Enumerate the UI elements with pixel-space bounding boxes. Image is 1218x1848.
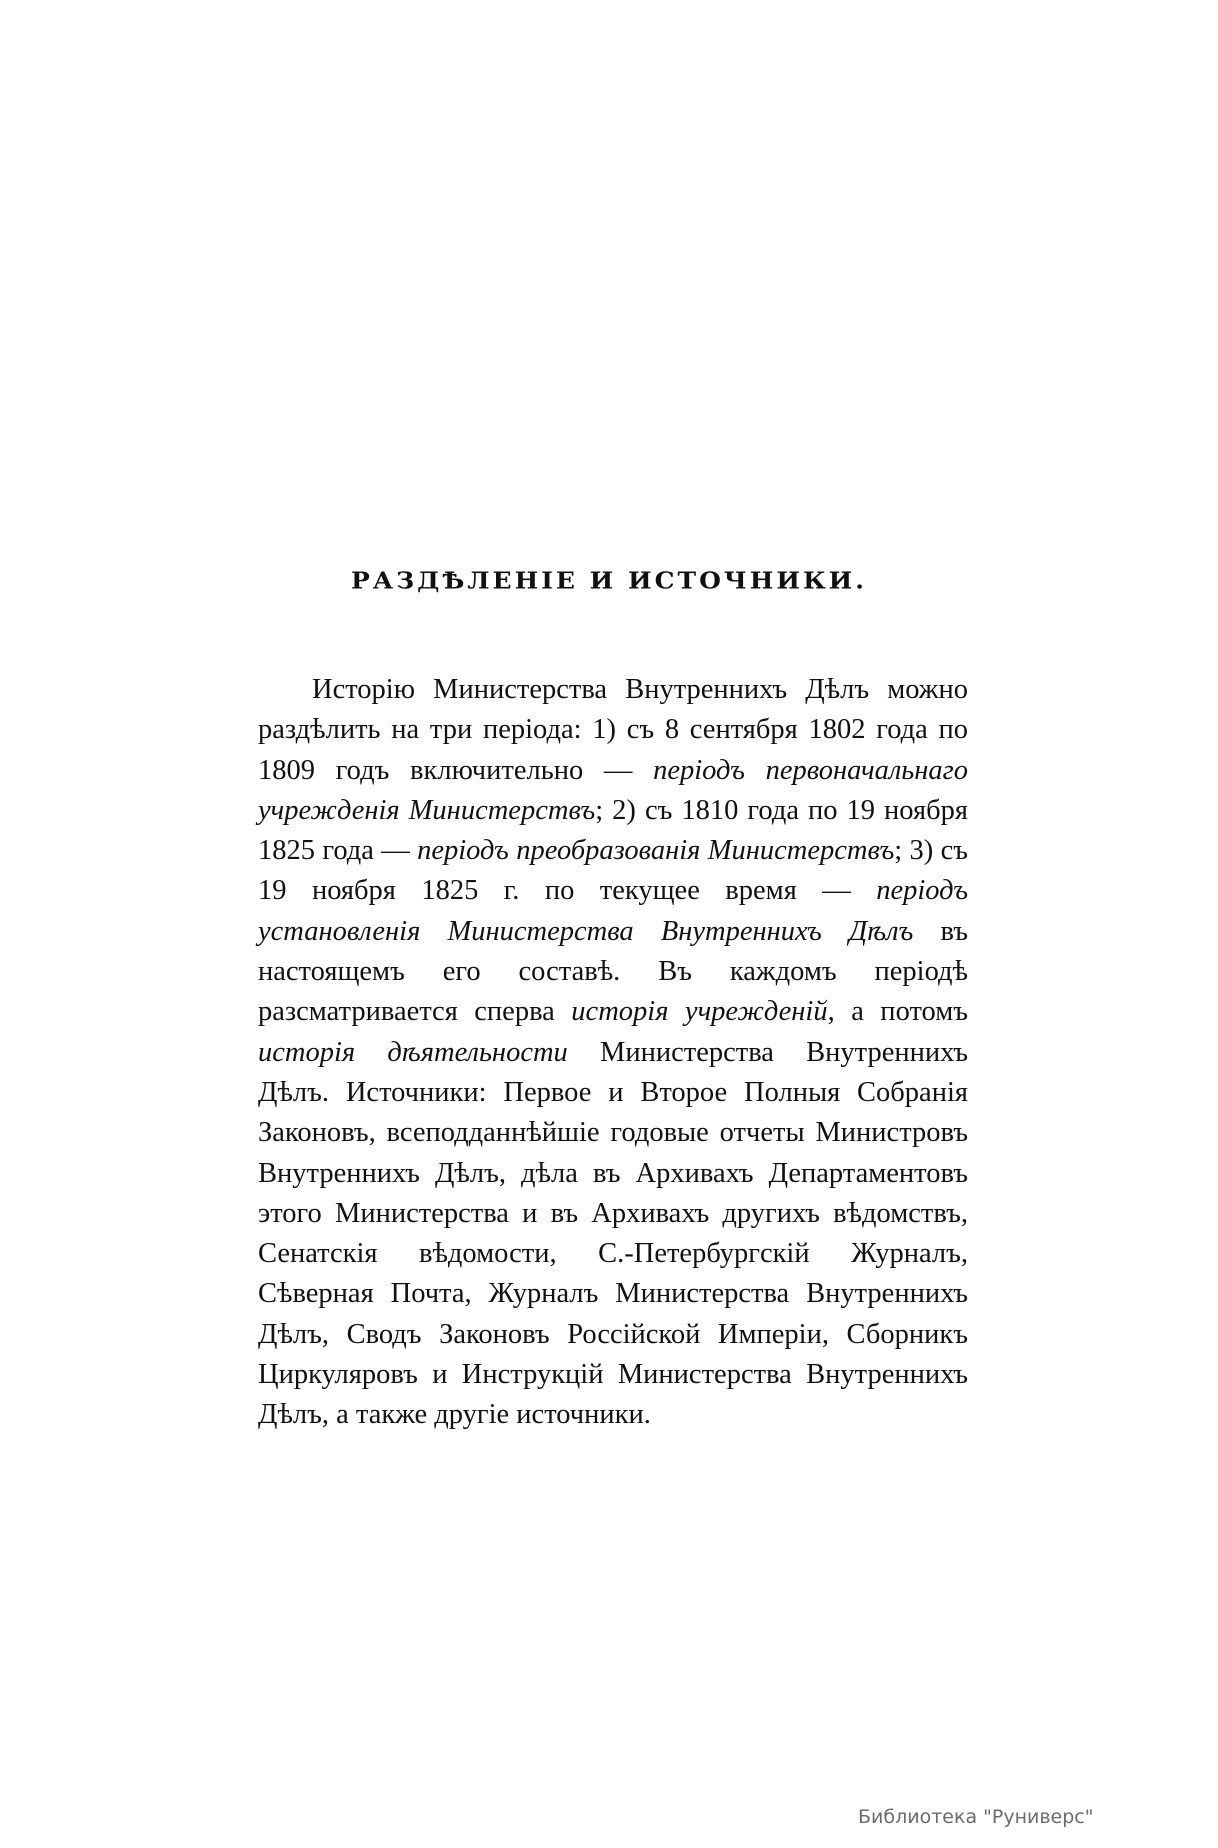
- text-run: Исторію Министерства Внутреннихъ Дѣлъ можно раздѣлить на три періода: 1) съ 8 сентября 1802 года по 1809 годъ включительно —: [258, 674, 968, 786]
- text-run: ; 2) съ 1810 года по 19 ноября 1825 года —: [258, 794, 968, 867]
- italic-run: исторія учрежденій: [571, 996, 828, 1028]
- library-watermark: Библиотека "Руниверс": [858, 1806, 1094, 1828]
- italic-run: періодъ первоначальнаго учрежденія Министерствъ: [258, 754, 968, 826]
- italic-run: исторія дѣятельности: [258, 1036, 568, 1068]
- text-run: , а потомъ: [827, 996, 968, 1028]
- text-run: въ настоящемъ его составѣ. Въ каждомъ періодѣ разсматривается сперва: [258, 915, 968, 1028]
- body-paragraph: [258, 670, 968, 1436]
- section-heading: РАЗДѢЛЕНІЕ И ИСТОЧНИКИ.: [350, 567, 868, 594]
- text-run: Министерства Внутреннихъ Дѣлъ. Источники: Первое и Второе Полныя Собранія Законовъ, всеподданнѣйшіе годовые отчеты Министровъ Внутреннихъ Дѣлъ, дѣла въ Архивахъ Департаментовъ этого Министерства и въ Архивахъ другихъ вѣдомствъ, Сенатскія вѣдомости, С.-Петербургскій Журналъ, Сѣверная Почта, Журналъ Министерства Внутреннихъ Дѣлъ, Сводъ Законовъ Россійской Имперіи, Сборникъ Циркуляровъ и Инструкцій Министерства Внутреннихъ Дѣлъ, а также другіе источники.: [258, 1036, 968, 1431]
- text-run: ; 3) съ 19 ноября 1825 г. по текущее время —: [258, 835, 969, 907]
- italic-run: періодъ установленія Министерства Внутреннихъ Дѣлъ: [258, 875, 968, 947]
- italic-run: періодъ преобразованія Министерствъ: [417, 835, 895, 867]
